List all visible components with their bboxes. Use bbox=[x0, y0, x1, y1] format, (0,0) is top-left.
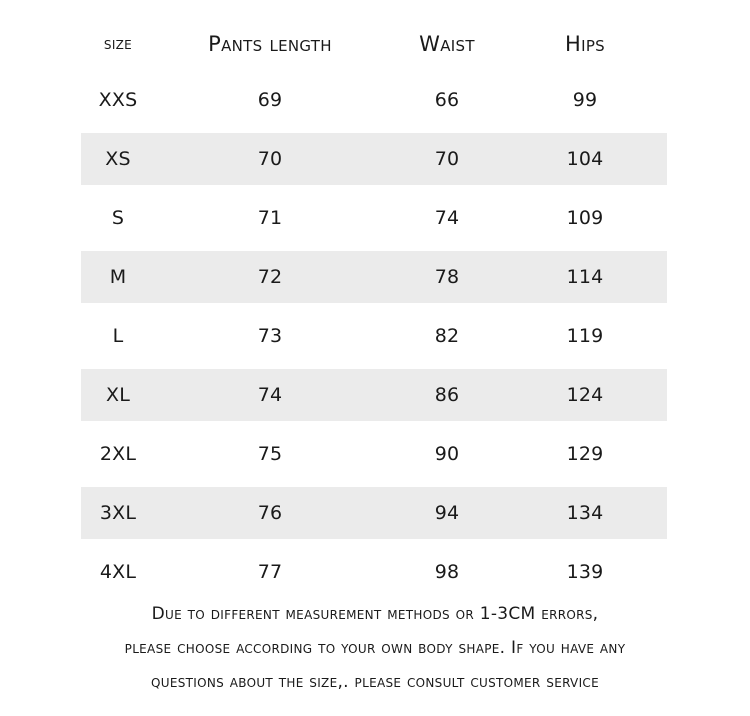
table-row bbox=[81, 310, 667, 362]
cell-pants-length: 75 bbox=[257, 443, 283, 465]
table-row bbox=[81, 428, 667, 480]
cell-waist: 74 bbox=[434, 207, 460, 229]
table-row bbox=[81, 74, 667, 126]
cell-waist: 78 bbox=[434, 266, 460, 288]
table-row bbox=[81, 133, 667, 185]
table-row bbox=[81, 369, 667, 421]
cell-size: XS bbox=[105, 148, 131, 170]
cell-pants-length: 73 bbox=[257, 325, 283, 347]
cell-pants-length: 74 bbox=[257, 384, 283, 406]
header-size: size bbox=[103, 34, 133, 54]
header-hips: Hips bbox=[565, 32, 605, 56]
cell-waist: 70 bbox=[434, 148, 460, 170]
cell-size: L bbox=[112, 325, 124, 347]
table-row bbox=[81, 251, 667, 303]
cell-size: S bbox=[111, 207, 125, 229]
cell-size: 4XL bbox=[99, 561, 137, 583]
note-line-3: questions about the size,. please consult customer service bbox=[151, 672, 599, 692]
cell-size: M bbox=[109, 266, 127, 288]
cell-pants-length: 76 bbox=[257, 502, 283, 524]
table-row bbox=[81, 546, 667, 598]
cell-pants-length: 77 bbox=[257, 561, 283, 583]
cell-hips: 99 bbox=[572, 89, 598, 111]
cell-size: XL bbox=[105, 384, 130, 406]
header-pants-length: Pants length bbox=[208, 32, 332, 56]
cell-hips: 114 bbox=[566, 266, 604, 288]
cell-waist: 98 bbox=[434, 561, 460, 583]
cell-hips: 119 bbox=[566, 325, 604, 347]
cell-hips: 139 bbox=[566, 561, 604, 583]
cell-hips: 104 bbox=[566, 148, 604, 170]
cell-pants-length: 72 bbox=[257, 266, 283, 288]
table-row bbox=[81, 192, 667, 244]
cell-hips: 109 bbox=[566, 207, 604, 229]
cell-waist: 94 bbox=[434, 502, 460, 524]
cell-hips: 124 bbox=[566, 384, 604, 406]
cell-waist: 86 bbox=[434, 384, 460, 406]
table-header-row bbox=[81, 14, 667, 74]
cell-size: XXS bbox=[98, 89, 138, 111]
table-row bbox=[81, 487, 667, 539]
note-line-1: Due to different measurement methods or 1-3CM errors, bbox=[151, 604, 599, 624]
cell-waist: 90 bbox=[434, 443, 460, 465]
cell-hips: 129 bbox=[566, 443, 604, 465]
cell-waist: 66 bbox=[434, 89, 460, 111]
cell-pants-length: 70 bbox=[257, 148, 283, 170]
header-waist: Waist bbox=[419, 32, 475, 56]
size-chart-table bbox=[81, 14, 667, 605]
note-line-2: please choose according to your own body shape. If you have any bbox=[124, 638, 626, 658]
cell-hips: 134 bbox=[566, 502, 604, 524]
cell-pants-length: 71 bbox=[257, 207, 283, 229]
cell-pants-length: 69 bbox=[257, 89, 283, 111]
cell-size: 2XL bbox=[99, 443, 137, 465]
cell-size: 3XL bbox=[99, 502, 137, 524]
cell-waist: 82 bbox=[434, 325, 460, 347]
